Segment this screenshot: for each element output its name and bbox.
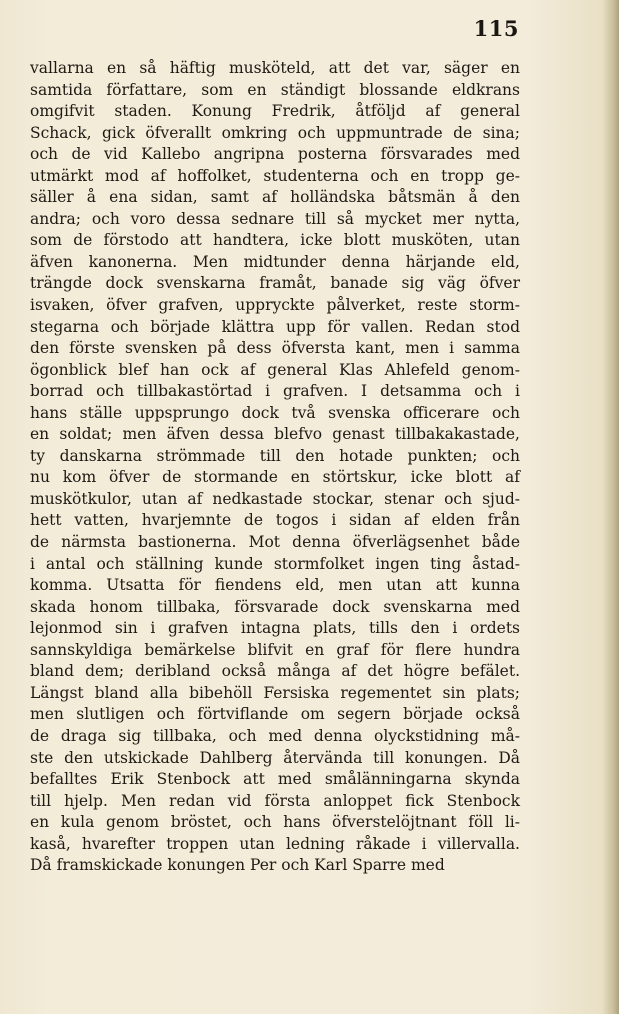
text-line: hans ställe uppsprungo dock två svenska officerare och [30, 403, 520, 422]
text-line: hett vatten, hvarjemnte de togos i sidan af elden från [30, 511, 520, 530]
text-line: men slutligen och förtviflande om segern började också [30, 705, 520, 724]
text-line: och de vid Kallebo angripna posterna försvarades med [30, 145, 520, 164]
text-line: den förste svensken på dess öfversta kant, men i samma [30, 339, 520, 358]
body-text [30, 58, 520, 877]
text-line: stegarna och började klättra upp för vallen. Redan stod [30, 317, 520, 336]
text-line: vallarna en så häftig musköteld, att det var, säger en [30, 59, 520, 77]
text-line: till hjelp. Men redan vid första anloppet fick Stenbock [30, 791, 520, 810]
text-line: Schack, gick öfverallt omkring och uppmuntrade de sina; [30, 123, 520, 142]
text-line: en kula genom bröstet, och hans öfverstelöjtnant föll li- [30, 813, 520, 832]
text-line: kaså, hvarefter troppen utan ledning råkade i villervalla. [30, 834, 520, 853]
text-line: lejonmod sin i grafven intagna plats, tills den i ordets [30, 619, 520, 638]
text-line: bland dem; deribland också många af det högre befälet. [30, 662, 520, 681]
text-line: sannskyldiga bemärkelse blifvit en graf för flere hundra [30, 640, 520, 659]
text-line: muskötkulor, utan af nedkastade stockar, stenar och sjud- [30, 489, 520, 508]
text-line: befalltes Erik Stenbock att med smålänningarna skynda [30, 770, 520, 789]
page-number: 115 [473, 16, 519, 41]
text-line: som de förstodo att handtera, icke blott musköten, utan [30, 231, 520, 250]
text-line: ögonblick blef han ock af general Klas Ahlefeld genom- [30, 360, 520, 379]
text-line: Längst bland alla bibehöll Fersiska regementet sin plats; [30, 683, 520, 702]
text-line: utmärkt mod af hoffolket, studenterna och en tropp ge- [30, 166, 520, 185]
text-line: isvaken, öfver grafven, uppryckte pålverket, reste storm- [30, 296, 520, 315]
text-line: trängde dock svenskarna framåt, banade sig väg öfver [30, 274, 520, 293]
text-line: de draga sig tillbaka, och med denna olyckstidning må- [30, 726, 520, 745]
text-line: samtida författare, som en ständigt blossande eldkrans [30, 80, 520, 99]
text-line: andra; och voro dessa sednare till så mycket mer nytta, [30, 209, 520, 228]
text-line: nu kom öfver de stormande en störtskur, icke blott af [30, 468, 520, 487]
text-line: en soldat; men äfven dessa blefvo genast tillbakakastade, [30, 425, 520, 444]
text-line: de närmsta bastionerna. Mot denna öfverlägsenhet både [30, 533, 520, 552]
text-line: ste den utskickade Dahlberg återvända till konungen. Då [30, 748, 520, 767]
text-line: i antal och ställning kunde stormfolket ingen ting åstad- [30, 554, 520, 573]
text-line: komma. Utsatta för fiendens eld, men utan att kunna [30, 576, 520, 595]
text-line: borrad och tillbakastörtad i grafven. I detsamma och i [30, 382, 520, 401]
text-line: säller å ena sidan, samt af holländska båtsmän å den [30, 188, 520, 207]
text-line: omgifvit staden. Konung Fredrik, åtföljd af general [30, 102, 520, 121]
text-line: skada honom tillbaka, försvarade dock svenskarna med [30, 597, 520, 616]
page-edge-shadow [603, 0, 619, 1014]
text-line: Då framskickade konungen Per och Karl Sparre med [30, 856, 445, 875]
text-line: äfven kanonerna. Men midtunder denna härjande eld, [30, 252, 520, 271]
text-line: ty danskarna strömmade till den hotade punkten; och [30, 446, 520, 465]
